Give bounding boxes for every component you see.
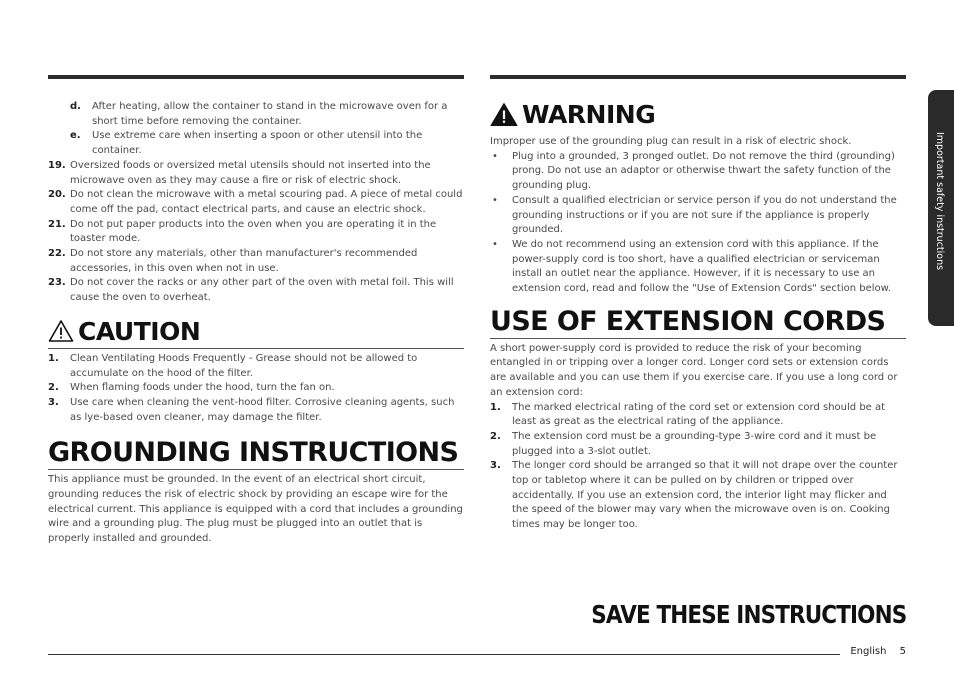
save-instructions-title: SAVE THESE INSTRUCTIONS bbox=[590, 600, 906, 629]
warning-intro: Improper use of the grounding plug can result in a risk of electric shock. bbox=[490, 136, 852, 147]
list-item: 21. Do not put paper products into the oven when you are operating it in the toaster mode. bbox=[48, 218, 437, 245]
bullet-item: • We do not recommend using an extension cord with this appliance. If the power-supply cord is too short, have a qualified electrician or serviceman install an outlet near the appliance. However, if it is necessary to use an extension cord, read and follow the "Use of Extension Cords" section below. bbox=[492, 238, 892, 295]
warning-title: WARNING bbox=[522, 100, 656, 129]
side-tab-label: Important safety instructions bbox=[934, 132, 945, 271]
grounding-heading: GROUNDING INSTRUCTIONS bbox=[48, 437, 464, 470]
right-top-rule bbox=[490, 75, 906, 79]
list-item: 19. Oversized foods or oversized metal utensils should not inserted into the microwave oven as they may cause a fire or risk of electric shock. bbox=[48, 159, 431, 186]
list-item: 23. Do not cover the racks or any other part of the oven with metal foil. This will cause the oven to overheat. bbox=[48, 277, 454, 304]
right-column bbox=[490, 75, 906, 533]
list-item: 1. Clean Ventilating Hoods Frequently - Grease should not be allowed to accumulate on the hood of the filter. bbox=[48, 352, 418, 379]
list-item: 2. When flaming foods under the hood, turn the fan on. bbox=[48, 382, 335, 394]
page-number: 5 bbox=[899, 646, 906, 657]
bullet-item: • Consult a qualified electrician or service person if you do not understand the grounding instructions or if you are not sure if the appliance is properly grounded. bbox=[492, 194, 897, 236]
left-top-rule bbox=[48, 75, 464, 79]
extension-heading: USE OF EXTENSION CORDS bbox=[490, 306, 906, 339]
left-column bbox=[48, 75, 464, 547]
warning-heading bbox=[490, 100, 906, 129]
warning-triangle-icon bbox=[490, 102, 518, 127]
extension-intro: A short power-supply cord is provided to reduce the risk of your becoming entangled in or tripping over a longer cord. Longer cord sets or extension cords are available and you can use them if you exercise care. If you use a long cord or an extension cord: bbox=[490, 342, 898, 398]
page-footer bbox=[850, 646, 906, 657]
section-side-tab[interactable] bbox=[928, 90, 954, 326]
grounding-paragraph: This appliance must be grounded. In the event of an electrical short circuit, grounding reduces the risk of electric shock by providing an escape wire for the electrical current. This appliance is equipped with a cord that includes a grounding wire and a grounding plug. The plug must be plugged into an outlet that is properly installed and grounded. bbox=[48, 474, 463, 545]
footer-language: English bbox=[850, 646, 887, 657]
list-item: 22. Do not store any materials, other than manufacturer's recommended accessories, in this oven when not in use. bbox=[48, 248, 418, 274]
list-item: 2. The extension cord must be a grounding-type 3-wire cord and it must be plugged into a 3-slot outlet. bbox=[490, 430, 877, 457]
list-item: e. Use extreme care when inserting a spoon or other utensil into the container. bbox=[70, 130, 423, 157]
bullet-item: • Plug into a grounded, 3 pronged outlet. Do not remove the third (grounding) prong. Do not use an adaptor or otherwise thwart the safety function of the grounding plug. bbox=[492, 150, 895, 192]
list-item: 1. The marked electrical rating of the cord set or extension cord should be at least as great as the electrical rating of the appliance. bbox=[490, 401, 886, 428]
list-item: 20. Do not clean the microwave with a metal scouring pad. A piece of metal could come off the pad, contact electrical parts, and cause an electric shock. bbox=[48, 189, 463, 215]
footer-rule bbox=[48, 654, 840, 655]
list-item: 3. Use care when cleaning the vent-hood filter. Corrosive cleaning agents, such as lye-based oven cleaner, may damage the filter. bbox=[48, 396, 455, 423]
list-item: d. After heating, allow the container to stand in the microwave oven for a short time before removing the container. bbox=[70, 101, 448, 127]
caution-heading bbox=[48, 317, 464, 349]
list-item: 3. The longer cord should be arranged so that it will not drape over the counter top or tabletop where it can be pulled on by children or tripped over accidentally. If you use an extension cord, the interior light may flicker and the speed of the blower may vary when the microwave oven is on. Cooking times may be longer too. bbox=[490, 460, 898, 531]
caution-triangle-icon bbox=[48, 319, 74, 343]
caution-title: CAUTION bbox=[78, 316, 201, 346]
